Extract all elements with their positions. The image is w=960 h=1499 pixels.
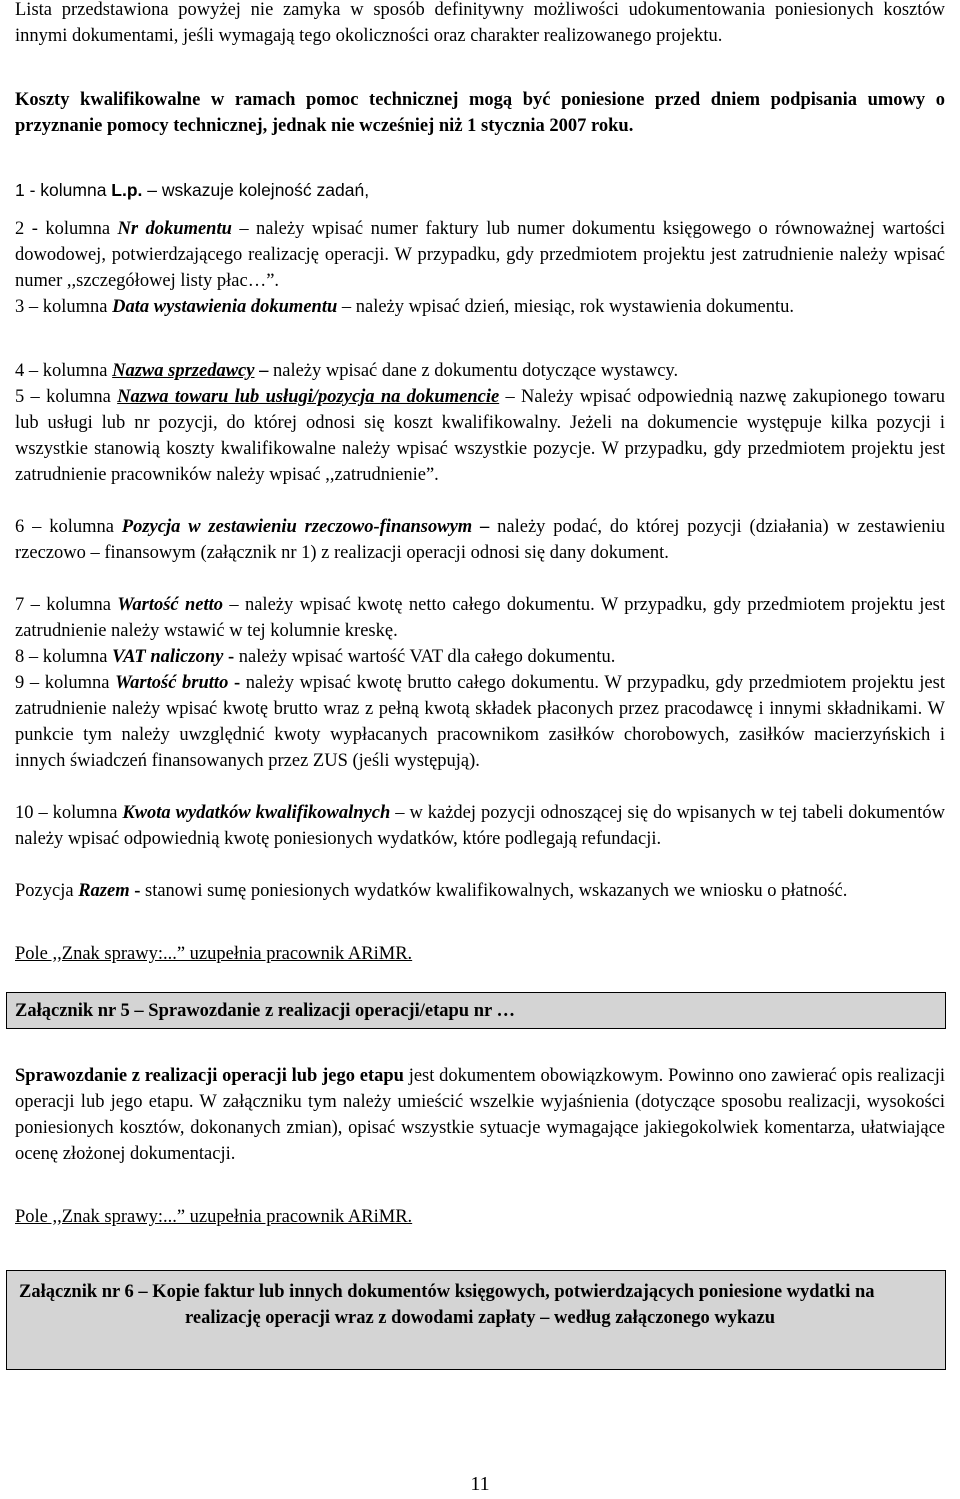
col6-name: Pozycja w zestawieniu rzeczowo-finansowym — [121, 517, 473, 537]
razem-prefix: Pozycja — [15, 881, 79, 901]
col9-prefix: 9 – kolumna — [15, 673, 116, 693]
col8-paragraph — [15, 644, 945, 670]
col3-desc: – należy wpisać dzień, miesiąc, rok wystawienia dokumentu. — [337, 297, 794, 317]
col7-paragraph — [15, 592, 945, 644]
col4-paragraph — [15, 358, 945, 384]
col10-name: Kwota wydatków kwalifikowalnych — [122, 803, 391, 823]
col9-dash: - — [228, 673, 241, 693]
col3-prefix: 3 – kolumna — [15, 297, 113, 317]
col7-desc: – należy wpisać kwotę netto całego dokumentu. W przypadku, gdy przedmiotem projektu jest zatrudnienie należy wstawić w tej kolumnie kreskę. — [15, 595, 946, 641]
col8-dash: - — [223, 647, 235, 667]
col1-desc: – wskazuje kolejność zadań, — [142, 180, 370, 200]
col1-prefix: 1 - kolumna — [15, 180, 112, 200]
col1-paragraph — [15, 177, 945, 203]
zal6-title: Załącznik nr 6 – Kopie faktur lub innych dokumentów księgowych, potwierdzających poniesione wydatki na realizację operacji wraz z dowodami zapłaty – według załączonego wykazu — [19, 1282, 875, 1328]
col8-desc: należy wpisać wartość VAT dla całego dokumentu. — [234, 647, 616, 667]
intro-text: Lista przedstawiona powyżej nie zamyka w sposób definitywny możliwości udokumentowania poniesionych kosztów innymi dokumentami, jeśli wymagają tego okoliczności oraz charakter realizowanego projektu. — [15, 0, 945, 46]
col2-desc: – należy wpisać numer faktury lub numer dokumentu księgowego o równoważnej wartości dowodowej, potwierdzającego realizację operacji. — [15, 219, 945, 265]
intro-paragraph — [15, 0, 945, 49]
col9-paragraph — [15, 670, 945, 774]
col2-paragraph — [15, 216, 945, 294]
col5-prefix: 5 – kolumna — [15, 387, 118, 407]
col5-name: Nazwa towaru lub usługi/pozycja na dokumencie — [117, 387, 500, 407]
sprawozdanie-paragraph — [15, 1063, 945, 1167]
col3-paragraph — [15, 294, 945, 320]
col6-desc: należy podać, do której pozycji (działania) w zestawieniu rzeczowo – finansowym (załącznik nr 1) z realizacji operacji odnosi się dany dokument. — [15, 517, 945, 563]
col2-extra: W przypadku, gdy przedmiotem projektu jest zatrudnienie należy wpisać numer ,,szczegółowej listy płac…”. — [15, 245, 945, 291]
col3-name: Data wystawienia dokumentu — [112, 297, 338, 317]
col8-prefix: 8 – kolumna — [15, 647, 113, 667]
sprawozdanie-bold: Sprawozdanie z realizacji operacji lub jego etapu — [15, 1066, 404, 1086]
col7-name: Wartość netto — [117, 595, 224, 615]
col4-desc: należy wpisać dane z dokumentu dotyczące wystawcy. — [268, 361, 679, 381]
col2-prefix: 2 - kolumna — [15, 219, 118, 239]
pole1-text: Pole ,,Znak sprawy:...” uzupełnia pracownik ARiMR. — [15, 944, 413, 964]
koszty-paragraph — [15, 87, 945, 139]
col5-paragraph — [15, 384, 945, 488]
sprawozdanie-text: jest dokumentem obowiązkowym. Powinno ono zawierać opis realizacji operacji lub jego etapu. W załączniku tym należy umieścić wszelkie wyjaśnienia (dotyczące sposobu realizacji, wysokości poniesionych kosztów, dokonanych zmian), opisać wszystkie sytuacje wymagające jakiegokolwiek komentarza, ułatwiające ocenę złożonej dokumentacji. — [15, 1066, 945, 1164]
col8-name: VAT naliczony — [112, 647, 224, 667]
col4-dash: – — [254, 361, 269, 381]
col2-name: Nr dokumentu — [117, 219, 232, 239]
razem-desc: stanowi sumę poniesionych wydatków kwalifikowalnych, wskazanych we wniosku o płatność. — [140, 881, 848, 901]
razem-dash: - — [129, 881, 141, 901]
pole-znak-sprawy-1 — [15, 941, 945, 967]
pole2-text: Pole ,,Znak sprawy:...” uzupełnia pracownik ARiMR. — [15, 1207, 413, 1227]
col10-paragraph — [15, 800, 945, 852]
zalacznik-5-heading — [6, 992, 946, 1029]
col5-desc: – Należy wpisać odpowiednią nazwę zakupionego towaru lub usługi lub nr pozycji, do której odnosi się koszt kwalifikowalny. Jeżeli na dokumencie występuje kilka pozycji i wszystkie stanowią koszty kwalifikowalne należy wpisać wszystkie pozycje. W przypadku, gdy przedmiotem projektu jest zatrudnienie pracowników należy wpisać ,,zatrudnienie”. — [15, 387, 945, 485]
col9-name: Wartość brutto — [115, 673, 229, 693]
col4-prefix: 4 – kolumna — [15, 361, 113, 381]
razem-name: Razem — [78, 881, 130, 901]
col10-prefix: 10 – kolumna — [15, 803, 123, 823]
col10-desc: – w każdej pozycji odnoszącej się do wpisanych w tej tabeli dokumentów należy wpisać odpowiednią kwotę poniesionych wydatków, które podlegają refundacji. — [15, 803, 945, 849]
zalacznik-6-heading — [6, 1270, 946, 1370]
col6-paragraph — [15, 514, 945, 566]
pole-znak-sprawy-2 — [15, 1204, 945, 1230]
col1-name: L.p. — [111, 180, 143, 200]
page-number: 11 — [470, 1473, 490, 1495]
col7-prefix: 7 – kolumna — [15, 595, 118, 615]
razem-paragraph — [15, 878, 945, 904]
col4-name: Nazwa sprzedawcy — [112, 361, 255, 381]
zal5-title: Załącznik nr 5 – Sprawozdanie z realizacji operacji/etapu nr … — [15, 1001, 515, 1021]
col6-dash: – — [472, 517, 490, 537]
koszty-text: Koszty kwalifikowalne w ramach pomoc technicznej mogą być poniesione przed dniem podpisania umowy o przyznanie pomocy technicznej, jednak nie wcześniej niż 1 stycznia 2007 roku. — [15, 90, 945, 136]
col9-desc: należy wpisać kwotę brutto całego dokumentu. W przypadku, gdy przedmiotem projektu jest zatrudnienie należy wpisać kwotę brutto wraz z pełną kwotą składek płaconych przez pracodawcę i innymi składnikami. W punkcie tym należy uwzględnić kwoty wypłacanych pracownikom zasiłków chorobowych, zasiłków macierzyńskich i innych świadczeń finansowanych przez ZUS (jeśli występują). — [15, 673, 945, 771]
col6-prefix: 6 – kolumna — [15, 517, 122, 537]
